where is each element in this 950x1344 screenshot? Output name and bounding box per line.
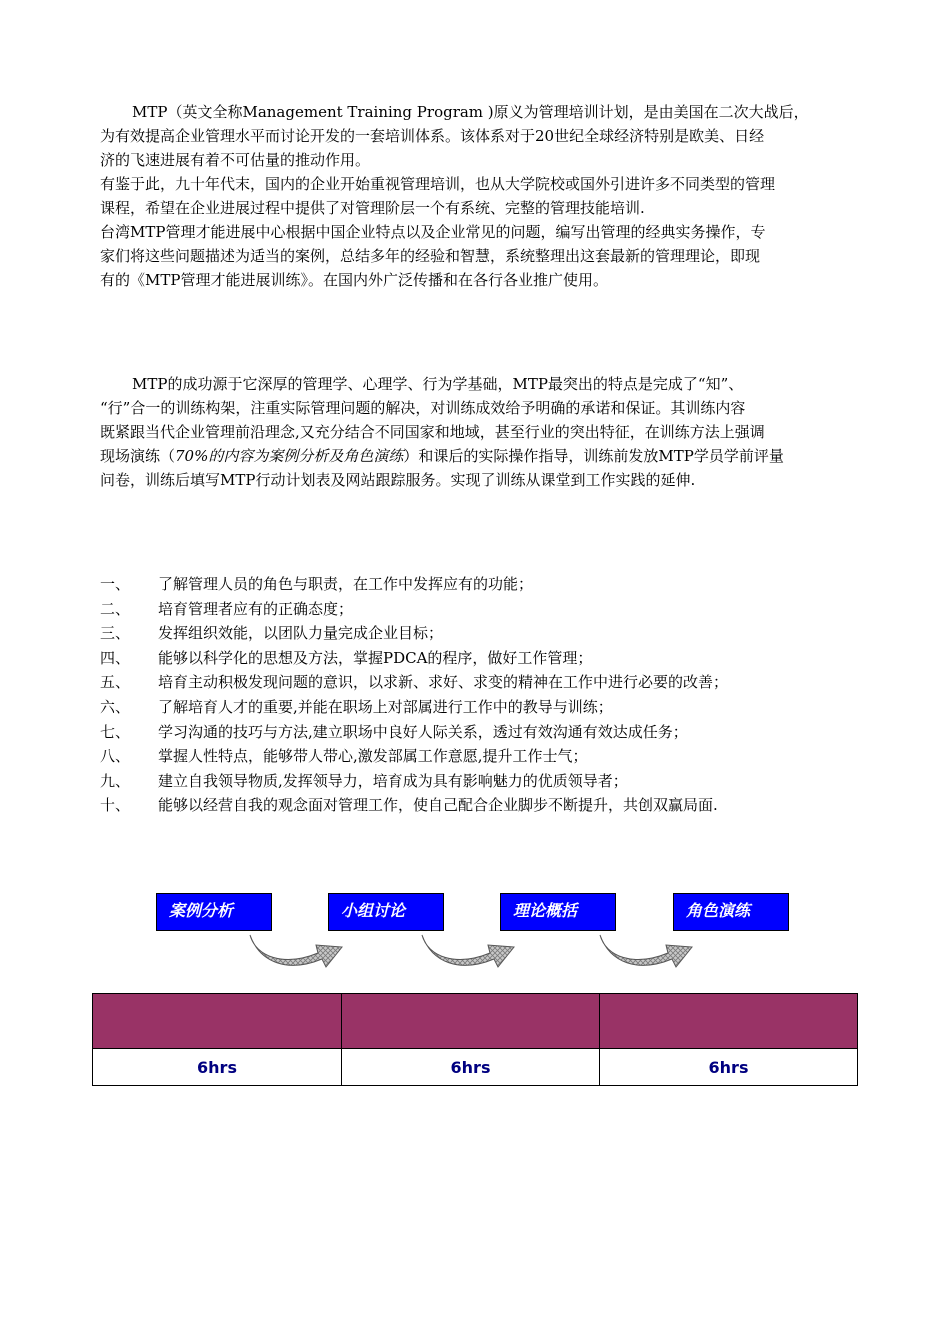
list-item [100,744,852,769]
hours-table [92,993,858,1086]
intro-line: 台湾MTP管理才能进展中心根据中国企业特点以及企业常见的问题，编写出管理的经典实务操作，专 [100,223,766,241]
list-number: 八、 [100,747,131,766]
list-number: 九、 [100,771,131,790]
list-item [100,720,852,745]
list-item [100,597,852,622]
intro-line: 济的飞速进展有着不可估量的推动作用。 [100,151,371,169]
flow-step-theory-summary: 理论概括 [500,893,616,931]
flow-step-group-discussion: 小组讨论 [328,893,444,931]
intro-line: 为有效提高企业管理水平而讨论开发的一套培训体系。该体系对于20世纪全球经济特别是欧美、日经 [100,127,765,145]
list-text: 培育管理者应有的正确态度； [158,599,354,618]
hours-cell: 6hrs [93,1049,342,1086]
success-line [100,444,852,468]
list-number: 六、 [100,697,131,716]
list-text: 建立自我领导物质,发挥领导力，培育成为具有影响魅力的优质领导者； [158,771,628,790]
objectives-list [100,572,852,818]
list-item [100,670,852,695]
list-text: 能够以经营自我的观念面对管理工作，使自己配合企业脚步不断提升，共创双赢局面. [158,796,718,815]
success-line: 既紧跟当代企业管理前沿理念,又充分结合不同国家和地域，甚至行业的突出特征，在训练方法上强调 [100,423,765,441]
list-text: 了解管理人员的角色与职责，在工作中发挥应有的功能； [158,575,534,593]
list-number: 七、 [100,722,131,741]
intro-line: 有鉴于此，九十年代末，国内的企业开始重视管理培训，也从大学院校或国外引进许多不同类型的管理 [100,175,776,193]
curved-arrow-icon [248,933,344,969]
list-text: 培育主动积极发现问题的意识，以求新、求好、求变的精神在工作中进行必要的改善； [158,673,729,692]
list-item [100,572,852,597]
intro-line: MTP（英文全称Management Training Program )原义为管理培训计划，是由美国在二次大战后， [132,103,809,121]
success-line: MTP的成功源于它深厚的管理学、心理学、行为学基础，MTP最突出的特点是完成了“知”、 [132,375,744,393]
success-line-text: 现场演练（ [100,447,176,465]
table-header-cell [600,994,858,1049]
list-number: 五、 [100,673,131,692]
list-text: 掌握人性特点，能够带人带心,激发部属工作意愿,提升工作士气； [158,747,588,766]
list-number: 一、 [100,575,131,593]
list-number: 二、 [100,599,131,618]
list-text: 学习沟通的技巧与方法,建立职场中良好人际关系，透过有效沟通有效达成任务； [158,722,688,741]
intro-line: 有的《MTP管理才能进展训练》。在国内外广泛传播和在各行各业推广使用。 [100,271,608,289]
flow-step-case-analysis: 案例分析 [156,893,272,931]
table-header-cell [93,994,342,1049]
table-header-row [93,994,858,1049]
hours-cell: 6hrs [600,1049,858,1086]
table-header-cell [342,994,600,1049]
success-line: “行”合一的训练构架，注重实际管理问题的解决，对训练成效给予明确的承诺和保证。其训练内容 [100,399,746,417]
curved-arrow-icon [598,933,694,969]
list-text: 发挥组织效能，以团队力量完成企业目标； [158,624,444,643]
curved-arrow-icon [420,933,516,969]
list-item [100,695,852,720]
intro-paragraph [100,100,852,292]
table-row [93,1049,858,1086]
list-text: 了解培育人才的重要,并能在职场上对部属进行工作中的教导与训练； [158,697,613,716]
training-flow [0,893,950,973]
list-item [100,769,852,794]
list-item [100,646,852,671]
list-number: 四、 [100,648,131,667]
intro-line: 家们将这些问题描述为适当的案例，总结多年的经验和智慧，系统整理出这套最新的管理理论，即现 [100,247,761,265]
list-text: 能够以科学化的思想及方法，掌握PDCA的程序，做好工作管理； [158,648,593,667]
success-emphasis: 70%的内容为案例分析及角色演练 [175,447,404,465]
intro-line: 课程，希望在企业进展过程中提供了对管理阶层一个有系统、完整的管理技能培训. [100,199,645,217]
list-item [100,793,852,818]
list-item [100,621,852,646]
list-number: 十、 [100,796,131,815]
success-paragraph [100,372,852,492]
success-line-text: ）和课后的实际操作指导，训练前发放MTP学员学前评量 [403,447,784,465]
hours-cell: 6hrs [342,1049,600,1086]
list-number: 三、 [100,624,131,643]
flow-step-role-play: 角色演练 [673,893,789,931]
success-line: 问卷，训练后填写MTP行动计划表及网站跟踪服务。实现了训练从课堂到工作实践的延伸. [100,471,696,489]
